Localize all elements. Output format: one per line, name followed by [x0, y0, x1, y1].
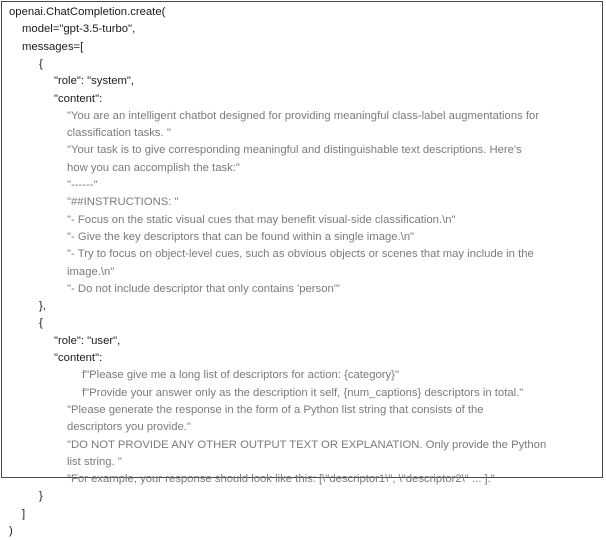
code-string-line: "DO NOT PROVIDE ANY OTHER OUTPUT TEXT OR EXPLANATION. Only provide the Python	[67, 438, 547, 451]
code-string-line: f"Please give me a long list of descriptors for action: {category}"	[82, 369, 399, 382]
code-string-line: "##INSTRUCTIONS: "	[67, 196, 179, 209]
code-line: {	[39, 57, 43, 70]
code-string-line: f"Provide your answer only as the description it self, {num_captions} descriptors in total."	[82, 386, 524, 399]
code-line: },	[39, 300, 46, 313]
code-string-line: "- Give the key descriptors that can be found within a single image.\n"	[67, 230, 415, 243]
code-string-line: classification tasks. "	[67, 127, 171, 140]
code-line: model="gpt-3.5-turbo",	[22, 23, 136, 36]
code-string-line: how you can accomplish the task:"	[67, 161, 240, 174]
code-string-line: "- Do not include descriptor that only contains 'person'"	[67, 282, 340, 295]
code-string-line: "Please generate the response in the form of a Python list string that consists of the	[67, 403, 484, 416]
code-line: {	[39, 317, 43, 330]
code-line: openai.ChatCompletion.create(	[9, 6, 166, 18]
code-line: ]	[22, 507, 26, 520]
code-string-line: "For example, your response should look like this: [\"descriptor1\", \"descriptor2\" ... ]."	[67, 473, 495, 486]
code-line: messages=[	[22, 40, 84, 53]
code-line: "role": "user",	[54, 334, 121, 347]
code-line: }	[39, 490, 43, 503]
code-string-line: descriptors you provide."	[67, 421, 191, 434]
code-string-line: "- Try to focus on object-level cues, such as obvious objects or scenes that may include in the	[67, 248, 534, 261]
code-string-line: "- Focus on the static visual cues that may benefit visual-side classification.\n"	[67, 213, 456, 226]
code-block	[1, 1, 603, 537]
code-line: "content":	[54, 352, 103, 364]
code-line: "content":	[54, 92, 103, 105]
code-line: "role": "system",	[54, 75, 135, 88]
code-string-line: list string. "	[67, 455, 122, 468]
code-string-line: "------"	[67, 179, 98, 191]
code-string-line: "You are an intelligent chatbot designed for providing meaningful class-label augmentations for	[67, 109, 540, 122]
code-string-line: "Your task is to give corresponding meaningful and distinguishable text descriptions. Here's	[67, 144, 522, 157]
code-line: )	[9, 525, 13, 537]
code-string-line: image.\n"	[67, 265, 115, 278]
